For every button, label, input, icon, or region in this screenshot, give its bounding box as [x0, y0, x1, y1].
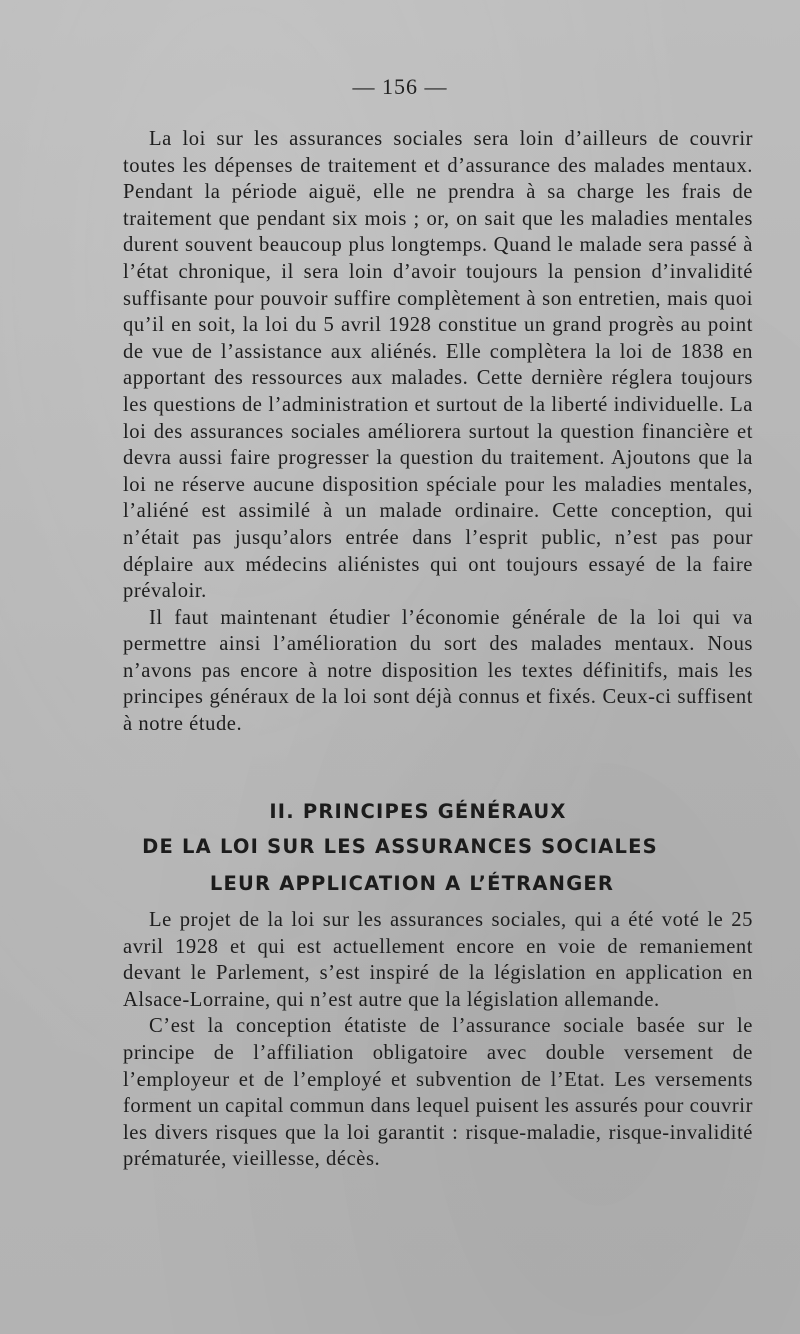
body-text-section-1: [123, 126, 753, 738]
paragraph: La loi sur les assurances sociales sera loin d’ailleurs de couvrir toutes les dépenses de traitement et d’assurance des malades mentaux. Pendant la période aiguë, elle ne prendra à sa charge les frais de traitement que pendant six mois ; or, on sait que les maladies mentales durent souvent beaucoup plus longtemps. Quand le malade sera passé à l’état chronique, il sera loin d’avoir toujours la pension d’invalidité suffisante pour pouvoir suffire complètement à son entretien, mais quoi qu’il en soit, la loi du 5 avril 1928 constitue un grand progrès au point de vue de l’assistance aux aliénés. Elle complètera la loi de 1838 en apportant des ressources aux malades. Cette dernière réglera toujours les questions de l’administration et surtout de la liberté individuelle. La loi des assurances sociales améliorera surtout la question financière et devra aussi faire progresser la question du traitement. Ajoutons que la loi ne réserve aucune disposition spéciale pour les maladies mentales, l’aliéné est assimilé à un malade ordinaire. Cette conception, qui n’était pas jusqu’alors entrée dans l’esprit public, n’est pas pour déplaire aux médecins aliénistes qui ont toujours essayé de la faire prévaloir.: [123, 128, 753, 603]
section-heading-line-1: II. PRINCIPES GÉNÉRAUX: [269, 800, 567, 823]
paragraph: C’est la conception étatiste de l’assurance sociale basée sur le principe de l’affiliation obligatoire avec double versement de l’employeur et de l’employé et subvention de l’Etat. Les versements forment un capital commun dans lequel puisent les assurés pour couvrir les divers risques que la loi garantit : risque-maladie, risque-invalidité prématurée, vieillesse, décès.: [123, 1015, 753, 1171]
section-heading-line-3: LEUR APPLICATION A L’ÉTRANGER: [209, 872, 615, 895]
paragraph: Le projet de la loi sur les assurances sociales, qui a été voté le 25 avril 1928 et qui est actuellement encore en voie de remaniement devant le Parlement, s’est inspiré de la législation en application en Alsace-Lorraine, qui n’est autre que la législation allemande.: [123, 909, 753, 1011]
paragraph: Il faut maintenant étudier l’économie générale de la loi qui va permettre ainsi l’amélioration du sort des malades mentaux. Nous n’avons pas encore à notre disposition les textes définitifs, mais les principes généraux de la loi sont déjà connus et fixés. Ceux-ci suffisent à notre étude.: [123, 606, 753, 736]
section-heading-line-2: DE LA LOI SUR LES ASSURANCES SOCIALES: [142, 835, 658, 858]
page-number: — 156 —: [352, 74, 448, 99]
body-text-section-2: [123, 907, 753, 1173]
